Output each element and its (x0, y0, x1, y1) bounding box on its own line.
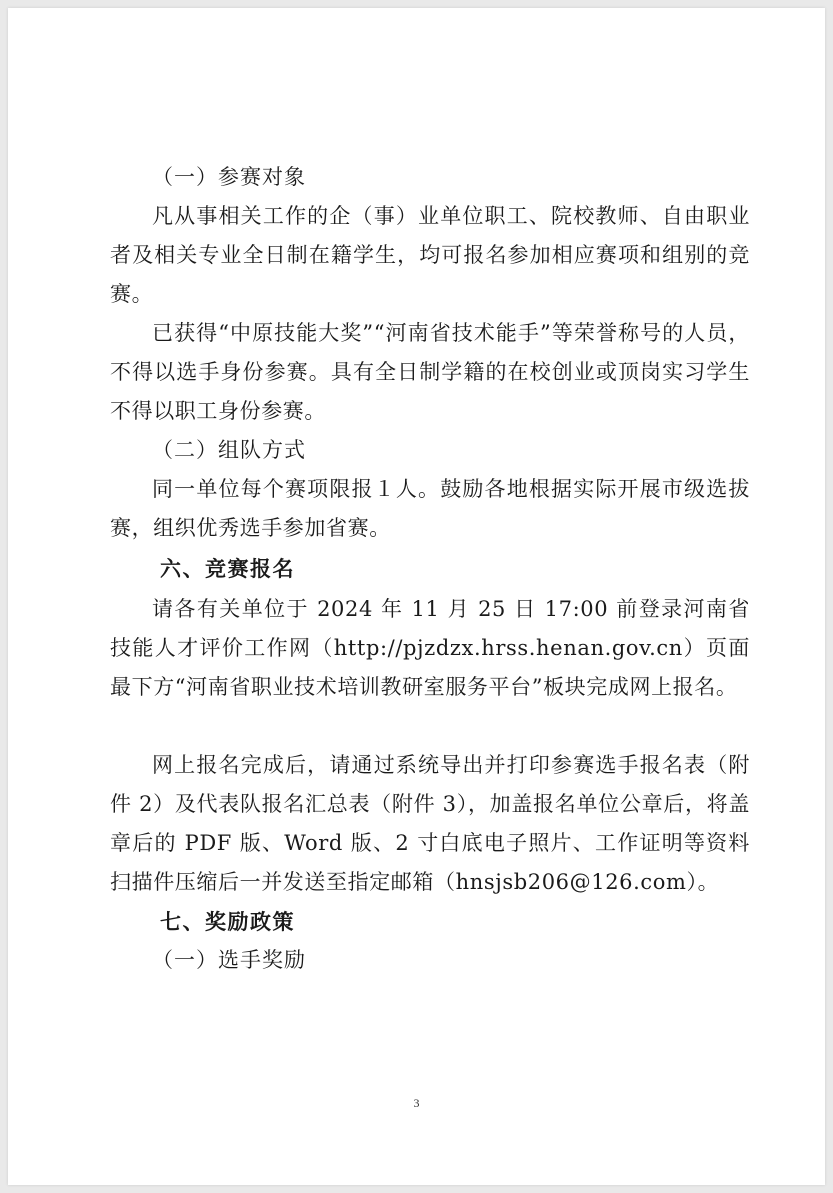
subheading-team-formation: （二）组队方式 (152, 438, 306, 462)
heading-registration: 六、竞赛报名 (160, 557, 295, 581)
subheading-player-rewards: （一）选手奖励 (152, 948, 306, 972)
paragraph-team-formation: 同一单位每个赛项限报１人。鼓励各地根据实际开展市级选拔赛，组织优秀选手参加省赛。 (110, 477, 750, 540)
paragraph-registration-online: 请各有关单位于 2024 年 11 月 25 日 17:00 前登录河南省技能人才评价工作网（http://pjzdzx.hrss.henan.gov.cn）页面最下方“河南省职业技术培训教研室服务平台”板块完成网上报名。 (110, 597, 750, 699)
paragraph-restrictions: 已获得“中原技能大奖”“河南省技术能手”等荣誉称号的人员，不得以选手身份参赛。具有全日制学籍的在校创业或顶岗实习学生不得以职工身份参赛。 (110, 321, 750, 423)
paragraph-eligibility: 凡从事相关工作的企（事）业单位职工、院校教师、自由职业者及相关专业全日制在籍学生，均可报名参加相应赛项和组别的竞赛。 (110, 204, 750, 306)
subheading-participants: （一）参赛对象 (152, 165, 306, 189)
paragraph-registration-submit: 网上报名完成后，请通过系统导出并打印参赛选手报名表（附件 2）及代表队报名汇总表（附件 3），加盖报名单位公章后，将盖章后的 PDF 版、Word 版、2 寸白底电子照片、工作证明等资料扫描件压缩后一并发送至指定邮箱（hnsjsb206@126.com）。 (110, 753, 750, 894)
heading-rewards: 七、奖励政策 (160, 910, 295, 934)
page-number: 3 (413, 1096, 420, 1110)
